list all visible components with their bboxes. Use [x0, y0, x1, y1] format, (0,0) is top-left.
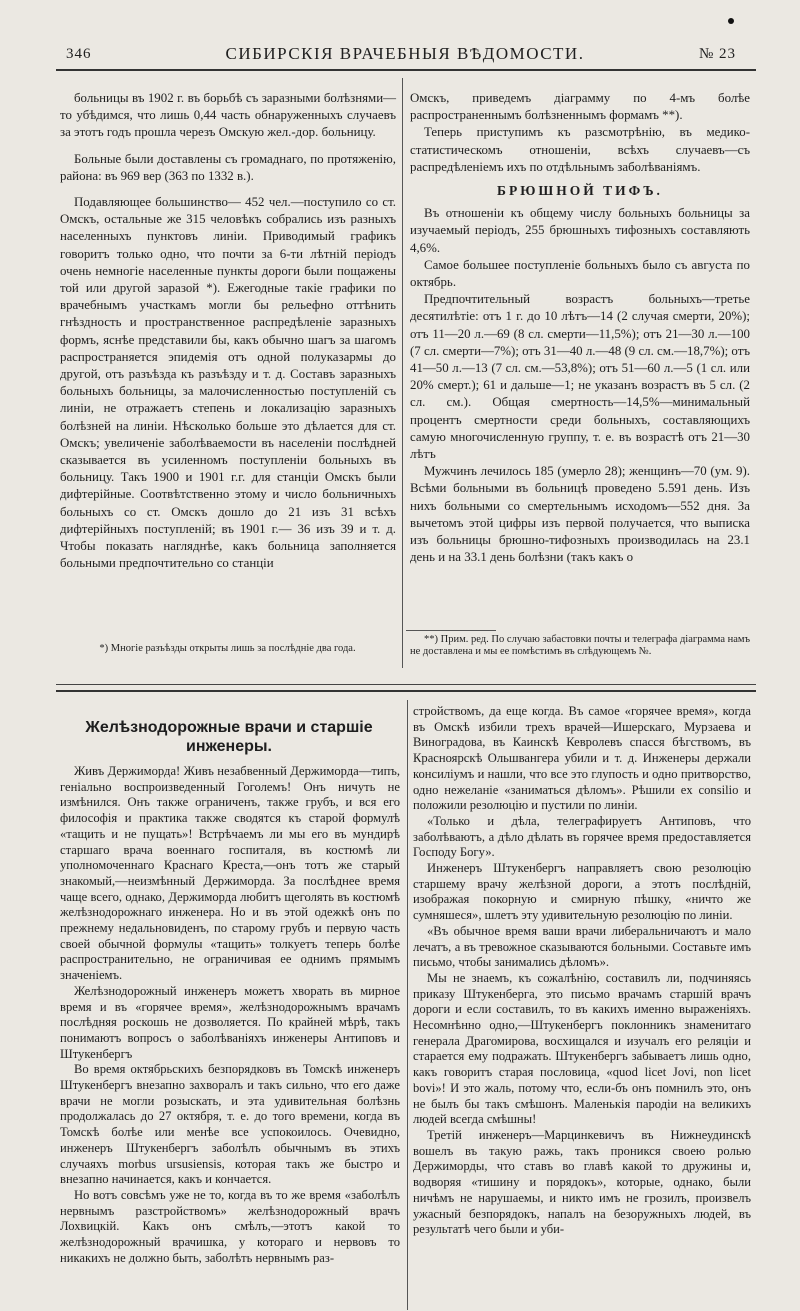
article-left-paragraph-4: Но вотъ совсѣмъ уже не то, когда въ то же время «заболѣлъ нервнымъ разстройствомъ» желѣзнодорожный врачъ Лохвицкій. Какъ онъ смѣлъ,—этотъ какой то желѣзнодорожный врачишка, у котораго и нервовъ то никакихъ не должно быть, заболѣть нервнымъ раз- — [60, 1187, 400, 1265]
right-paragraph-3: Предпочтительный возрастъ больныхъ—третье десятилѣтіе: отъ 1 г. до 10 лѣтъ—14 (2 случая смерти, 20%); отъ 11—20 л.—69 (8 сл. смерти—11,5%); отъ 21—30 л.—100 (7 сл. смерти—7%); отъ 31—40 л.—48 (9 сл. см.—18,7%); отъ 41—50 л.—13 (7 сл. см.—53,8%); отъ 51—60 л.—5 (1 сл. или 20% смерт.); 61 и дальше—1; не указанъ возрастъ въ 5 сл. (2 сл. см.). Общая смертность—14,5%—минимальный процентъ смертности среди больныхъ, составляющихъ самую многочисленную группу, т. е. въ возрастѣ отъ 21—30 лѣтъ — [410, 292, 751, 462]
right-paragraph-2: Самое большее поступленіе больныхъ было съ августа по октябрь. — [410, 257, 750, 290]
article-title: Желѣзнодорожные врачи и старшіе инженеры. — [85, 719, 373, 755]
left-column — [60, 90, 396, 572]
section-separator-1 — [56, 684, 756, 685]
right-paragraph-intro-1: Омскъ, приведемъ діаграмму по 4-мъ болѣе распространеннымъ болѣзненнымъ формамъ **). — [410, 91, 750, 123]
footnote-rule — [406, 630, 496, 631]
section-title: БРЮШНОЙ ТИФЪ. — [497, 183, 663, 199]
column-divider-top — [402, 78, 403, 668]
article-left-paragraph-1: Живъ Держиморда! Живъ незабвенный Держиморда—типъ, геніально воспроизведенный Гоголемъ! Онъ ничуть не измѣнился. Онъ также ограниченъ, также грубъ, и вся его философія и практика также сводятся къ старой формулѣ «тащить и не пущать»! Встрѣчаемъ ли мы его въ мундирѣ старшаго врача военнаго госпиталя, въ костюмѣ ли уполномоченнаго Краснаго Креста,—онъ тотъ же старый знакомый,—неизмѣнный Держиморда. За послѣднее время чаще всего, однако, Держиморда любитъ щеголять въ костюмѣ желѣзнодорожнаго инженера. Но и въ этой одежкѣ онъ по прежнему недальновиденъ, по старому грубъ и первую часть своей обычной формулы «тащить» толкуетъ теперь болѣе распространительно, не ограничивая ее однимъ прямымъ значеніемъ. — [60, 764, 400, 983]
right-footnote: **) Прим. ред. По случаю забастовки почты и телеграфа діаграмма намъ не доставлена и мы ее помѣстимъ въ слѣдующемъ №. — [410, 634, 750, 657]
article-right-paragraph-3: Инженеръ Штукенбергъ направляетъ свою резолюцію старшему врачу желѣзной дороги, а этотъ послѣдній, изображая покорную и смирную пѣшку, «ничто же сумняшеся», шлетъ эту удивительную резолюцію по линіи. — [413, 861, 751, 923]
article-right-paragraph-4: «Въ обычное время ваши врачи либеральничаютъ и мало лечатъ, а въ тревожное сказываются больными. Составьте имъ письмо, чтобы занимались дѣломъ». — [413, 923, 751, 970]
section-separator-2 — [56, 690, 756, 692]
article-right-paragraph-1: стройствомъ, да еще когда. Въ самое «горячее время», когда въ Омскѣ избили трехъ врачей—Ишерскаго, Мурзаева и Виноградова, въ Каинскѣ Кевролевъ спасся бѣгствомъ, въ Красноярскѣ Ольшвангера убили и т. д. Инженеры держали консиліумъ и нашли, что все это глупость и одно притворство, одно нежеланіе «заниматься дѣломъ». Рѣшили ex consilio и положили резолюцію и пустили по линіи. — [413, 704, 751, 813]
ink-speck — [728, 18, 734, 24]
article-right-paragraph-2: «Только и дѣла, телеграфируетъ Антиповъ, что заболѣваютъ, а дѣло дѣлать въ горячее время предоставляется Господу Богу». — [413, 813, 751, 860]
page-header — [60, 44, 750, 66]
article-right-paragraph-5: Мы не знаемъ, къ сожалѣнію, составилъ ли, подчиняясь приказу Штукенберга, это письмо врачамъ старшій врачъ дороги и если составилъ, то въ какихъ именно выраженіяхъ. Несомнѣнно одно,—Штукенбергъ поклонникъ знаменитаго генерала Драгомирова, восхищался и изучалъ его реляціи и старается ему подражать. Штукенбергъ забываетъ лишь одно, какъ говоритъ старая пословица, «quod licet Jovi, non licet bovi»! И это жаль, потому что, если-бъ онъ помнилъ это, онъ не былъ бы такъ смѣшонъ. Маленькія пародіи на великихъ людей всегда смѣшны! — [413, 970, 751, 1127]
left-footnote: *) Многіе разъѣзды открыты лишь за послѣдніе два года. — [99, 643, 356, 654]
page-number: 346 — [66, 46, 92, 62]
article-right-column — [413, 704, 751, 1238]
article-right-paragraph-6: Третій инженеръ—Марцинкевичъ въ Нижнеудинскѣ вошелъ въ такую ражь, такъ проникся своею ролью Держиморды, что ставъ во главѣ какой то дружины и, водворяя «тишину и порядокъ», которые, однако, были ничѣмъ не нарушаемы, и никто имъ не грозилъ, произвелъ ужасный безпорядокъ, напалъ на безоружныхъ людей, въ результатѣ чего были и уби- — [413, 1127, 751, 1237]
article-left-paragraph-3: Во время октябрьскихъ безпорядковъ въ Томскѣ инженеръ Штукенбергъ внезапно захворалъ и такъ сильно, что его даже врачи не могли розыскать, и эта удивительная болѣзнь продолжалась до 27 октября, т. е. до того времени, когда въ Томскѣ болѣе или менѣе все успокоилось. Очевидно, инженеръ Штукенбергъ заболѣлъ обычнымъ въ этихъ случаяхъ morbus ursusiensis, которая такъ же быстро и внезапно начинается, какъ и кончается. — [60, 1062, 400, 1187]
left-paragraph-2: Больные были доставлены съ громаднаго, по протяженію, района: въ 969 вер (363 по 1332 в.). — [60, 151, 396, 183]
journal-title: СИБИРСКІЯ ВРАЧЕБНЫЯ ВѢДОМОСТИ. — [225, 44, 585, 63]
article-left-column — [60, 764, 400, 1267]
column-divider-bottom — [407, 700, 408, 1310]
header-rule — [56, 69, 756, 71]
right-paragraph-1: Въ отношеніи къ общему числу больныхъ больницы за изучаемый періодъ, 255 брюшныхъ тифозныхъ составляють 4,6%. — [410, 206, 750, 255]
left-paragraph-3: Подавляющее большинство— 452 чел.—поступило со ст. Омскъ, остальные же 315 человѣкъ собрались изъ разныхъ населенныхъ пунктовъ линіи. Приводимый графикъ говоритъ только одно, что почти за 6-ти лѣтній періодъ очень немногіе населенные пункты дороги были пощажены той или другой заразой *). Ежегодные такіе графики по врачебнымъ участкамъ могли бы рельефно оттѣнить гнѣздность и пространственное распредѣленіе заразныхъ формъ, яснѣе представили бы, какъ обычно шагъ за шагомъ распространяется эпидемія отъ одной полуказармы до другой, отъ разъѣзда къ разъѣзду и т. д. Составъ заразныхъ больныхъ больницы, за малочисленностью поступленій съ линіи, не отражаетъ степень и локализацію заразныхъ болѣзней на линіи. Нѣсколько больше это дѣлается для ст. Омскъ; увеличеніе заболѣваемости въ населеніи послѣдней сказывается въ усиленномъ поступленіи больныхъ въ больницу. Такъ 1900 и 1901 г.г. для станціи Омскъ были дифтерійные. Соотвѣтственно этому и число больничныхъ больныхъ со ст. Омскъ дошло до 21 изъ 31 всѣхъ дифтерійныхъ поступленій; въ 1901 г.— 36 изъ 39 и т. д. Чтобы показать нагляднѣе, какъ больница заполняется больными предпочтительно со станціи — [60, 195, 396, 571]
right-paragraph-intro-2: Теперь приступимъ къ разсмотрѣнію, въ медико-статистическомъ отношеніи, всѣхъ случаевъ—съ распредѣленіемъ ихъ по отдѣльнымъ заболѣваніямъ. — [410, 125, 750, 174]
article-left-paragraph-2: Желѣзнодорожный инженеръ можетъ хворать въ мирное время и въ «горячее время», желѣзнодорожнымъ врачамъ послѣдняя роскошь не дозволяется. По крайней мѣрѣ, такъ понимаютъ вопросъ о заболѣваніяхъ инженеры Антиповъ и Штукенбергъ — [60, 983, 400, 1061]
right-column — [410, 90, 750, 566]
issue-number: № 23 — [698, 46, 736, 62]
right-paragraph-4: Мужчинъ лечилось 185 (умерло 28); женщинъ—70 (ум. 9). Всѣми больными въ больницѣ проведено 5.591 день. Изъ нихъ больными со смертельнымъ исходомъ—552 дня. За вычетомъ этой цифры изъ первой получается, что выписка изъ больницы брюшно-тифозныхъ производилась на 23.1 день и на 33.1 день болѣзни (такъ какъ о — [410, 464, 750, 565]
left-paragraph-1: больницы въ 1902 г. въ борьбѣ съ заразными болѣзнями—то убѣдимся, что лишь 0,44 часть обнаруженныхъ случаевъ за этотъ годъ прошла черезъ Омскую жел.-дор. больницу. — [60, 91, 396, 140]
